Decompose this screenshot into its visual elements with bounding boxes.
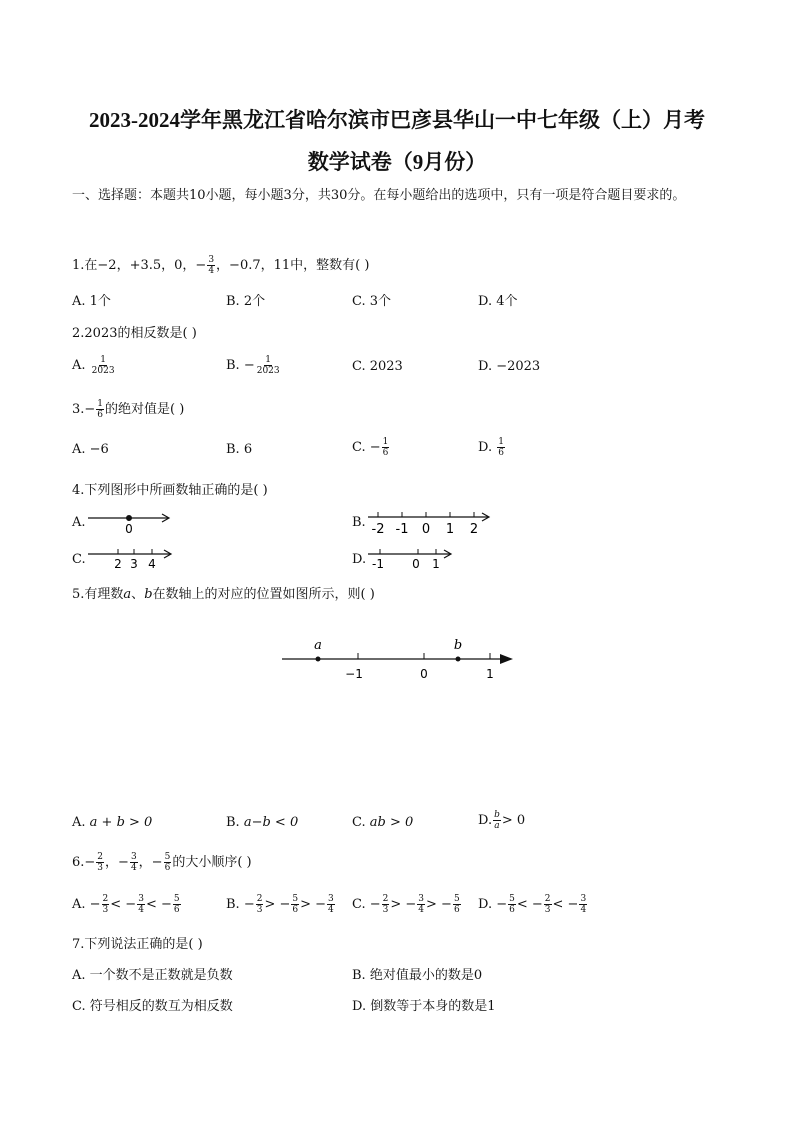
q4-a-dot [126, 515, 132, 521]
q5-label-b: b [453, 638, 463, 653]
q5-option-b: B. a−b < 0 [226, 815, 299, 830]
q4-option-b-label: B. [352, 515, 366, 530]
q4-d-tick-1: 0 [412, 557, 420, 571]
q6-option-a: A. − $\frac{2}{3}$ < − $\frac{3}{4}$ < − $\frac{5}{6}$ [72, 894, 180, 915]
q4-option-c-axis [86, 545, 178, 573]
question-2: 2.2023的相反数是( ) [72, 326, 197, 341]
q4-b-tick-3: 1 [445, 522, 455, 536]
question-5: 5.有理数a、b在数轴上的对应的位置如图所示，则( ) [72, 587, 375, 602]
question-7: 7.下列说法正确的是( ) [72, 937, 203, 952]
exam-title-line2: 数学试卷（9月份） [307, 150, 487, 174]
q4-d-tick-0: -1 [372, 557, 384, 571]
question-4: 4.下列图形中所画数轴正确的是( ) [72, 483, 268, 498]
q4-option-a-axis [86, 508, 178, 536]
q7-option-a: A. 一个数不是正数就是负数 [72, 968, 233, 983]
q1-text-pre: 1.在−2，+3.5，0，− [72, 258, 207, 273]
q1-text-post: ，−0.7，11中，整数有( ) [216, 258, 370, 273]
q5-tick-0: 0 [420, 667, 428, 681]
q6-option-d: D. − $\frac{5}{6}$ < − $\frac{2}{3}$ < − $\frac{3}{4}$ [478, 894, 587, 915]
q6-option-c: C. − $\frac{2}{3}$ > − $\frac{3}{4}$ > − $\frac{5}{6}$ [352, 894, 460, 915]
question-3: 3.− $\frac{1}{6}$ 的绝对值是( ) [72, 399, 185, 420]
q5-option-c: C. ab > 0 [352, 815, 414, 830]
q7-option-c: C. 符号相反的数互为相反数 [72, 999, 233, 1014]
q4-option-d-axis [366, 545, 458, 573]
q4-a-tick-0: 0 [125, 522, 133, 536]
q4-option-c-label: C. [72, 552, 86, 567]
q3-option-c: C. − $\frac{1}{6}$ [352, 437, 389, 458]
q1-option-d: D. 4个 [478, 294, 518, 309]
q2-option-d: D. −2023 [478, 359, 541, 374]
q1-option-b: B. 2个 [226, 294, 266, 309]
q5-point-b [456, 657, 461, 662]
q3-option-a: A. −6 [72, 442, 109, 457]
exam-title-line1: 2023-2024学年黑龙江省哈尔滨市巴彦县华山一中七年级（上）月考 [89, 108, 705, 132]
q6-option-b: B. − $\frac{2}{3}$ > − $\frac{5}{6}$ > − $\frac{3}{4}$ [226, 894, 334, 915]
q5-tick-neg1: −1 [345, 667, 363, 681]
q5-label-a: a [314, 638, 322, 653]
q3-option-b: B. 6 [226, 442, 253, 457]
q4-c-tick-1: 3 [130, 557, 138, 571]
q5-option-a: A. a + b > 0 [72, 815, 153, 830]
q2-option-b: B. − $\frac{1}{2023}$ [226, 355, 280, 376]
q7-option-d: D. 倒数等于本身的数是1 [352, 999, 496, 1014]
section-intro: 一、选择题：本题共10小题，每小题3分，共30分。在每小题给出的选项中，只有一项是符合题目要求的。 [72, 188, 686, 203]
q3-option-d: D. $\frac{1}{6}$ [478, 437, 504, 458]
q2-option-a: A. $\frac{1}{2023}$ [72, 355, 115, 376]
q4-d-tick-2: 1 [432, 557, 440, 571]
q1-option-c: C. 3个 [352, 294, 392, 309]
q4-option-b-axis [366, 508, 496, 536]
q4-c-tick-0: 2 [114, 557, 122, 571]
q5-option-d: D. $\frac{b}{a}$ > 0 [478, 810, 526, 831]
question-6: 6.− $\frac{2}{3}$ ，− $\frac{3}{4}$ ，− $\frac{5}{6}$ 的大小顺序( ) [72, 852, 252, 873]
q5-number-line [278, 636, 518, 686]
q1-option-a: A. 1个 [72, 294, 111, 309]
q4-option-a-label: A. [72, 515, 86, 530]
q4-b-tick-0: -2 [371, 522, 385, 536]
q2-option-c: C. 2023 [352, 359, 403, 374]
q5-point-a [316, 657, 321, 662]
q4-option-d-label: D. [352, 552, 367, 567]
q4-b-tick-1: -1 [395, 522, 409, 536]
q5-tick-1: 1 [486, 667, 494, 681]
q1-fraction: $\frac{3}{4}$ [208, 255, 215, 276]
q4-c-tick-2: 4 [148, 557, 156, 571]
question-1 [72, 254, 369, 276]
q4-b-tick-2: 0 [421, 522, 431, 536]
q7-option-b: B. 绝对值最小的数是0 [352, 968, 483, 983]
q4-b-tick-4: 2 [469, 522, 479, 536]
